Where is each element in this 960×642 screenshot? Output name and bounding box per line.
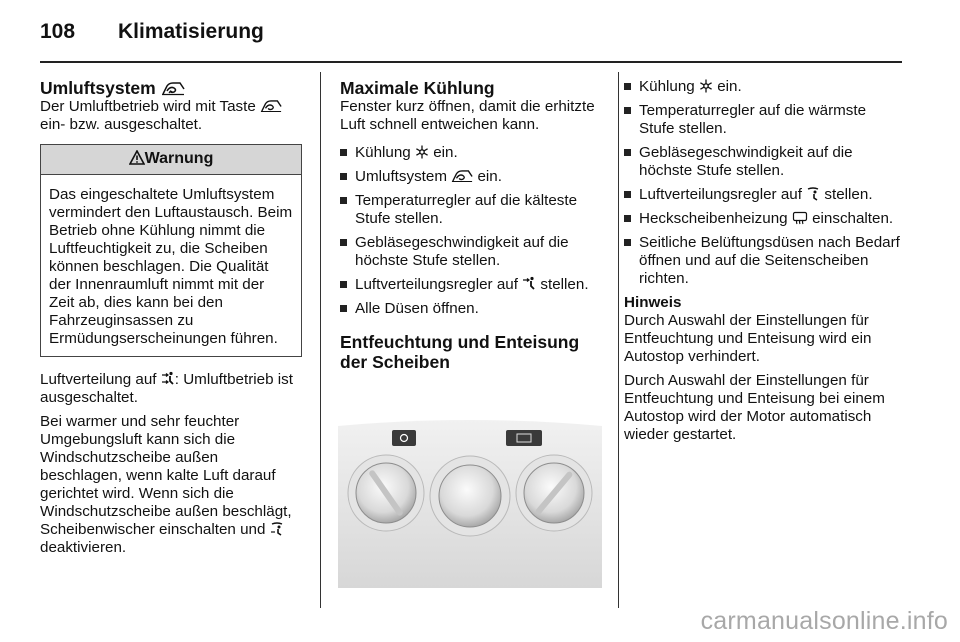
recirculation-icon — [260, 99, 282, 113]
air-distribution-face-feet-icon — [161, 371, 175, 386]
defog-steps — [624, 78, 904, 288]
list-item: Alle Düsen öffnen. — [340, 300, 606, 318]
note-block — [624, 294, 904, 444]
column-divider-2 — [618, 72, 619, 608]
note-label: Hinweis — [624, 294, 682, 311]
recirculation-icon — [161, 81, 185, 96]
air-distribution-note: Luftverteilung auf : Umluftbetrieb ist ausgeschaltet. — [40, 371, 293, 406]
column-left — [40, 78, 302, 557]
recirculation-icon — [451, 169, 473, 183]
rear-window-heating-icon — [792, 211, 808, 225]
note-text-1: Durch Auswahl der Einstellungen für Entfeuchtung und Enteisung wird ein Autostop verhindert. — [624, 312, 872, 365]
warning-box — [40, 144, 302, 357]
list-item: Seitliche Belüftungsdüsen nach Bedarf öffnen und auf die Seitenscheiben richten. — [624, 234, 904, 288]
page-title: Klimatisierung — [118, 20, 264, 43]
list-item: Luftverteilungsregler auf stellen. — [340, 276, 606, 294]
column-middle — [340, 78, 606, 372]
climate-control-panel-image — [338, 378, 602, 588]
ac-snowflake-icon — [699, 79, 713, 93]
section-heading-defog: Entfeuchtung und Enteisung der Scheiben — [340, 332, 580, 372]
header-rule — [40, 61, 902, 63]
windscreen-fog-paragraph: Bei warmer und sehr feuchter Umgebungsluft kann sich die Windschutzscheibe außen beschlagen, wenn kalte Luft darauf gerichtet wird. Wenn sich die Windschutzscheibe außen beschlägt, Scheibenwischer einschalten und deaktivieren. — [40, 413, 292, 556]
recirculation-intro: Der Umluftbetrieb wird mit Taste ein- bzw. ausgeschaltet. — [40, 98, 302, 134]
list-item: Umluftsystem ein. — [340, 168, 606, 186]
section-heading-recirculation: Umluftsystem — [40, 78, 302, 98]
note-text-2: Durch Auswahl der Einstellungen für Entfeuchtung und Enteisung bei einem Autostop wird der Motor automatisch wieder gestartet. — [624, 372, 885, 443]
watermark: carmanualsonline.info — [700, 607, 948, 635]
max-cooling-intro: Fenster kurz öffnen, damit die erhitzte Luft schnell entweichen kann. — [340, 98, 595, 133]
list-item: Luftverteilungsregler auf stellen. — [624, 186, 904, 204]
list-item: Temperaturregler auf die wärmste Stufe stellen. — [624, 102, 904, 138]
warning-triangle-icon — [129, 150, 145, 165]
ac-snowflake-icon — [415, 145, 429, 159]
list-item: Gebläsegeschwindigkeit auf die höchste Stufe stellen. — [624, 144, 904, 180]
list-item: Gebläsegeschwindigkeit auf die höchste Stufe stellen. — [340, 234, 606, 270]
air-distribution-windscreen-icon — [806, 186, 820, 201]
column-divider-1 — [320, 72, 321, 608]
page-number: 108 — [40, 20, 76, 43]
list-item: Kühlung ein. — [340, 144, 606, 162]
section-heading-max-cooling: Maximale Kühlung — [340, 78, 495, 98]
warning-text: Das eingeschaltete Umluftsystem vermindert den Luftaustausch. Beim Betrieb ohne Kühlung nimmt die Luftfeuchtigkeit zu, die Scheiben können beschlagen. Die Qualität der Innenraumluft nimmt mit der Zeit ab, dies kann bei den Fahrzeuginsassen zu Ermüdungserscheinungen führen. — [49, 186, 293, 347]
warning-title: Warnung — [144, 150, 214, 167]
column-right — [624, 78, 904, 444]
list-item: Kühlung ein. — [624, 78, 904, 96]
air-distribution-face-feet-icon — [522, 276, 536, 291]
warning-header — [41, 145, 301, 175]
list-item: Heckscheibenheizung einschalten. — [624, 210, 904, 228]
list-item: Temperaturregler auf die kälteste Stufe stellen. — [340, 192, 606, 228]
air-distribution-windscreen-icon — [270, 521, 284, 536]
max-cooling-steps — [340, 144, 606, 318]
